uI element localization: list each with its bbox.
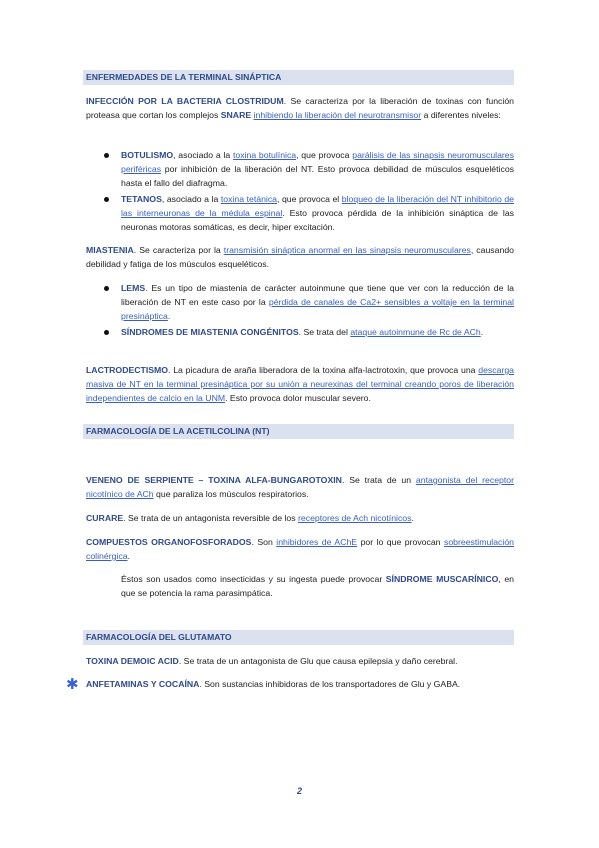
text: , causando debilidad y fatiga de los músculos esqueléticos.: [86, 245, 514, 269]
link-toxina-tetanica[interactable]: toxina tetánica: [220, 194, 277, 204]
link-paralisis-sinapsis[interactable]: parálisis de las sinapsis neuromusculares periféricas: [121, 150, 514, 174]
link-antagonista-receptor[interactable]: antagonista del receptor nicotínico de ACh: [86, 475, 514, 499]
link-ataque-autoinmune[interactable]: ataque autoinmune de Rc de ACh: [350, 327, 481, 337]
term-sindromes-miastenia: SÍNDROMES DE MIASTENIA CONGÉNITOS: [121, 327, 299, 337]
link-descarga-masiva[interactable]: descarga masiva de NT en la terminal presináptica por su unión a neurexinas del terminal creando poros de liberación independientes de calcio en la UNM: [86, 365, 514, 403]
text: a diferentes niveles:: [421, 110, 501, 120]
term-anfetaminas: ANFETAMINAS Y COCAÍNA: [86, 679, 200, 689]
link-transmision-sinaptica[interactable]: transmisión sináptica anormal en las sinapsis neuromusculares: [223, 245, 471, 255]
paragraph-veneno-serpiente: [86, 473, 514, 501]
text: .: [127, 551, 130, 561]
text: . Se trata de un antagonista reversible de los: [123, 513, 298, 523]
text: . La picadura de araña liberadora de la toxina alfa-lactrotoxin, que provoca una: [168, 365, 479, 375]
term-sindrome-muscarinico: SÍNDROME MUSCARÍNICO: [385, 574, 499, 584]
bullet-dot-icon: [104, 197, 109, 202]
bullet-dot-icon: [104, 286, 109, 291]
paragraph-curare: [86, 511, 514, 525]
page-number: 2: [296, 786, 302, 796]
term-botulismo: BOTULISMO: [121, 150, 174, 160]
term-demoic-acid: TOXINA DEMOIC ACID: [86, 656, 179, 666]
paragraph-demoic-acid: [86, 654, 514, 668]
section-header-acetilcolina: FARMACOLOGÍA DE LA ACETILCOLINA (NT): [83, 424, 514, 439]
text: por inhibición de la liberación del NT. Esto provoca debilidad de músculos esqueléticos hasta el fallo del diafragma.: [121, 164, 514, 188]
paragraph-anfetaminas: [86, 677, 514, 691]
term-tetanos: TETANOS: [121, 194, 162, 204]
link-sobreestimulacion[interactable]: sobreestimulación colinérgica: [86, 537, 514, 561]
term-clostridum: INFECCIÓN POR LA BACTERIA CLOSTRIDUM: [86, 96, 284, 106]
paragraph-clostridum: [86, 94, 514, 122]
term-veneno-serpiente: VENENO DE SERPIENTE – TOXINA ALFA-BUNGAROTOXIN: [86, 475, 342, 485]
text: que paraliza los músculos respiratorios.: [153, 489, 309, 499]
text: . Se trata de un: [341, 475, 416, 485]
text: . Son: [251, 537, 277, 547]
paragraph-insecticidas: [121, 572, 514, 600]
text: . Son sustancias inhibidoras de los transportadores de Glu y GABA.: [199, 679, 461, 689]
text: por lo que provocan: [357, 537, 444, 547]
link-receptores-ach[interactable]: receptores de Ach nicotínicos: [298, 513, 412, 523]
text: . Se caracteriza por la: [133, 245, 224, 255]
paragraph-organofosforados: [86, 535, 514, 563]
asterisk-star-icon: ✱: [66, 676, 79, 693]
text: , asociado a la: [161, 194, 221, 204]
text: , que provoca el: [277, 194, 342, 204]
section-header-glutamato: FARMACOLOGÍA DEL GLUTAMATO: [83, 630, 514, 645]
term-curare: CURARE: [86, 513, 124, 523]
bullet-dot-icon: [104, 153, 109, 158]
text: . Se trata del: [298, 327, 351, 337]
term-lactrodectismo: LACTRODECTISMO: [86, 365, 169, 375]
text: . Esto provoca pérdida de la inhibición sináptica de las neuronas motoras somáticas, es decir, hiper excitación.: [121, 208, 514, 232]
link-inhibiendo-liberacion[interactable]: inhibiendo la liberación del neurotransmisor: [253, 110, 422, 120]
text: . Se trata de un antagonista de Glu que causa epilepsia y daño cerebral.: [178, 656, 458, 666]
text: . Es un tipo de miastenia de carácter autoinmune que tiene que ver con la reducción de la liberación de NT en este caso por la: [121, 283, 514, 307]
text: . Esto provoca dolor muscular severo.: [225, 393, 371, 403]
link-toxina-botulinica[interactable]: toxina botulínica: [232, 150, 297, 160]
text: .: [167, 311, 171, 321]
bullet-item-lems: [121, 281, 514, 323]
paragraph-lactrodectismo: [86, 363, 514, 405]
term-organofosforados: COMPUESTOS ORGANOFOSFORADOS: [86, 537, 252, 547]
link-perdida-canales[interactable]: pérdida de canales de Ca2+ sensibles a voltaje en la terminal presináptica: [121, 297, 514, 321]
link-bloqueo-liberacion[interactable]: bloqueo de la liberación del NT inhibitorio de las interneuronas de la médula espinal: [121, 194, 514, 218]
text: , asociado a la: [173, 150, 233, 160]
section-header-terminal-sinaptica: ENFERMEDADES DE LA TERMINAL SINÁPTICA: [83, 70, 514, 85]
text: . Se caracteriza por la liberación de toxinas con función proteasa que cortan los complejos: [86, 96, 514, 120]
term-lems: LEMS: [121, 283, 146, 293]
bullet-item-tetanos: [121, 192, 514, 234]
bullet-item-sindromes-miastenia: [121, 325, 514, 339]
paragraph-miastenia: [86, 243, 514, 271]
term-snare: SNARE: [220, 110, 252, 120]
text: , en que se potencia la rama parasimpática.: [121, 574, 514, 598]
term-miastenia: MIASTENIA: [86, 245, 134, 255]
text: .: [411, 513, 414, 523]
text: , que provoca: [296, 150, 353, 160]
text: .: [480, 327, 484, 337]
bullet-item-botulismo: [121, 148, 514, 190]
link-inhibidores-ache[interactable]: inhibidores de AChE: [276, 537, 358, 547]
bullet-dot-icon: [104, 330, 109, 335]
text: Éstos son usados como insecticidas y su ingesta puede provocar: [121, 574, 386, 584]
